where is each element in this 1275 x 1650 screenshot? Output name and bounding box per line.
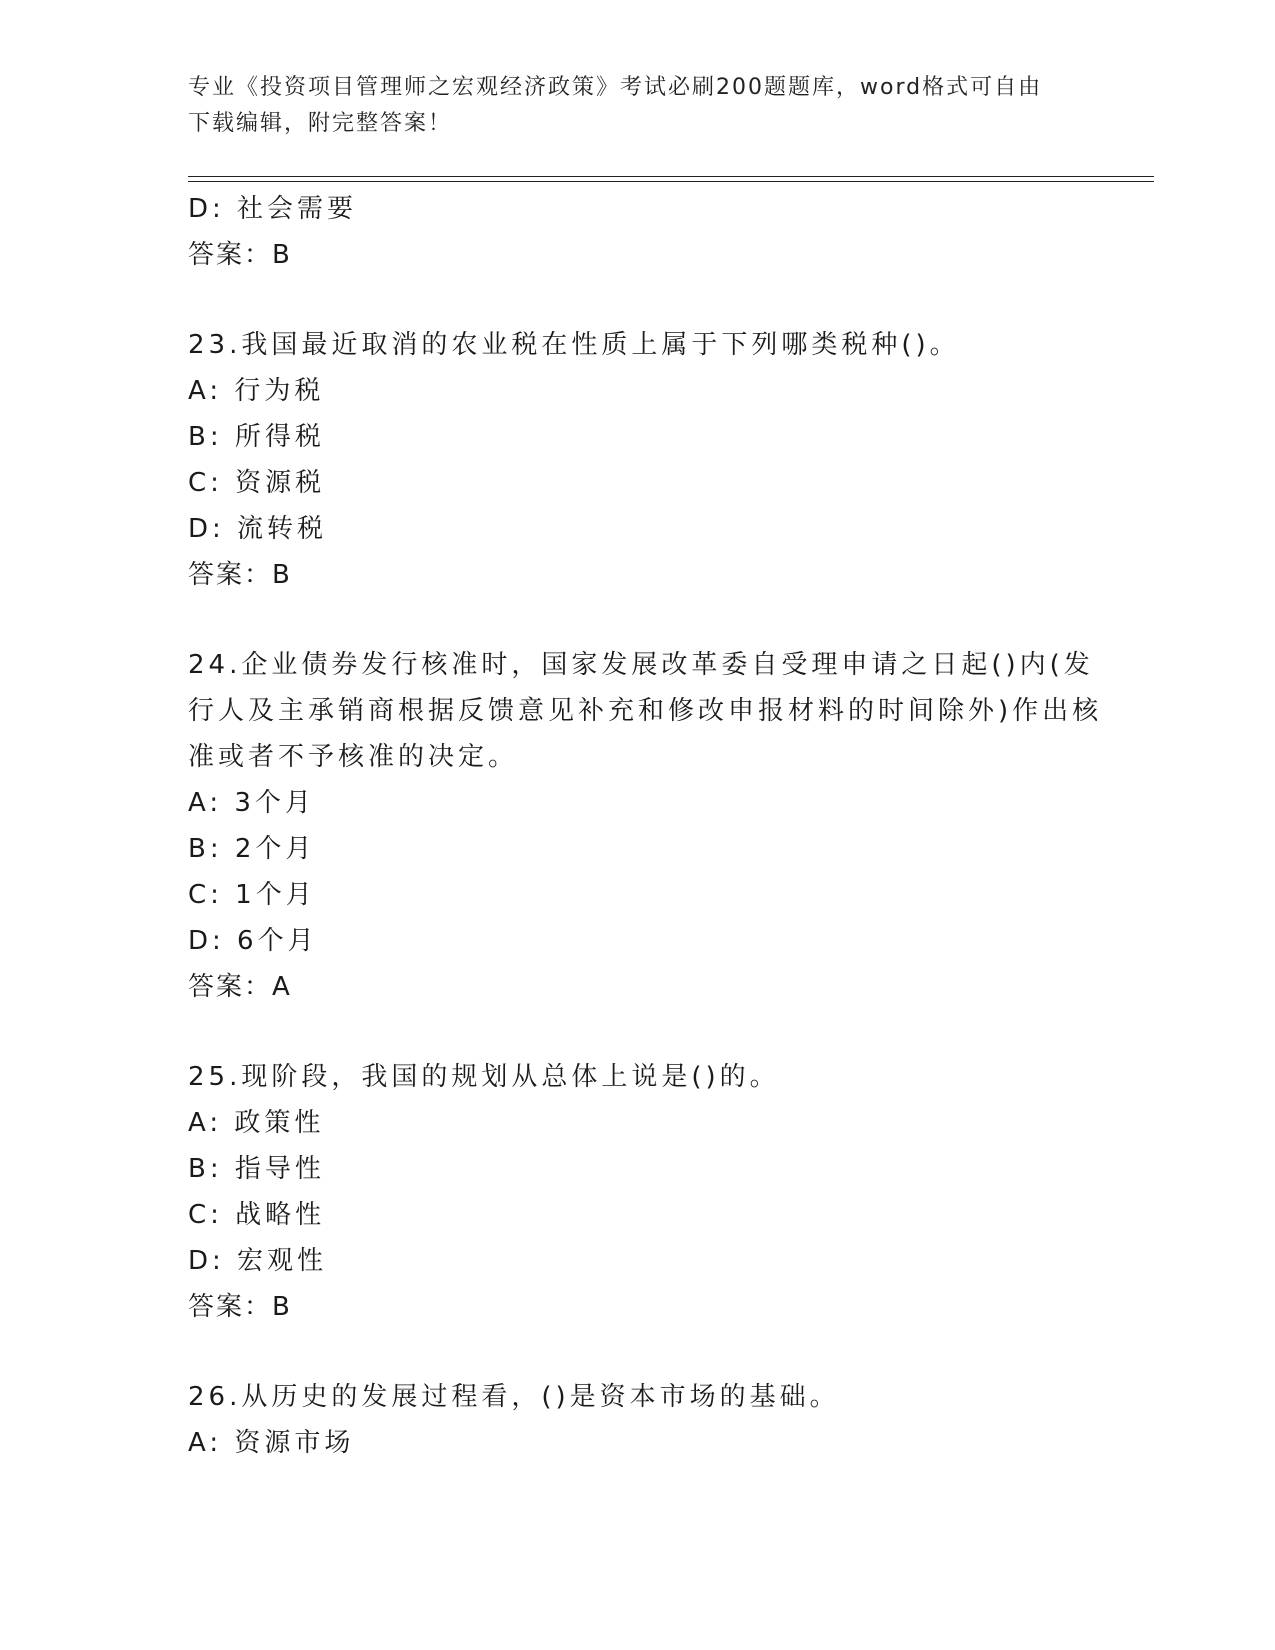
option-d: D: 6个月 (188, 926, 318, 956)
question-25 (188, 1054, 1088, 1330)
option-b: B: 2个月 (188, 834, 316, 864)
spacer (188, 598, 1088, 642)
header-line-2: 下载编辑，附完整答案！ (188, 111, 453, 136)
spacer (188, 1330, 1088, 1374)
question-stem: 23.我国最近取消的农业税在性质上属于下列哪类税种()。 (188, 330, 960, 360)
question-stem-line-1: 24.企业债券发行核准时，国家发展改革委自受理申请之日起()内(发 (188, 650, 1094, 680)
header-rule-bottom (188, 181, 1154, 182)
header-rule-top (188, 176, 1154, 177)
option-c: C: 1个月 (188, 880, 316, 910)
option-d: D: 社会需要 (188, 194, 358, 224)
option-b: B: 指导性 (188, 1154, 325, 1184)
question-stem-line-3: 准或者不予核准的决定。 (188, 742, 519, 772)
option-a: A: 行为税 (188, 376, 325, 406)
option-d: D: 流转税 (188, 514, 328, 544)
header-line-1: 专业《投资项目管理师之宏观经济政策》考试必刷200题题库，word格式可自由 (188, 75, 1043, 100)
option-a: A: 3个月 (188, 788, 315, 818)
answer: 答案：B (188, 560, 292, 590)
answer: 答案：A (188, 972, 292, 1002)
option-c: C: 资源税 (188, 468, 326, 498)
option-a: A: 资源市场 (188, 1428, 355, 1458)
option-b: B: 所得税 (188, 422, 325, 452)
option-d: D: 宏观性 (188, 1246, 328, 1276)
question-stem: 26.从历史的发展过程看，()是资本市场的基础。 (188, 1382, 840, 1412)
spacer (188, 1010, 1088, 1054)
answer: 答案：B (188, 1292, 292, 1322)
document-header (188, 70, 1088, 142)
question-stem: 25.现阶段，我国的规划从总体上说是()的。 (188, 1062, 780, 1092)
option-a: A: 政策性 (188, 1108, 325, 1138)
question-26 (188, 1374, 1088, 1466)
answer: 答案：B (188, 240, 292, 270)
document-body (188, 186, 1103, 1466)
question-23 (188, 322, 1088, 598)
spacer (188, 278, 1088, 322)
option-c: C: 战略性 (188, 1200, 326, 1230)
question-24 (188, 642, 1103, 1010)
question-stem-line-2: 行人及主承销商根据反馈意见补充和修改申报材料的时间除外)作出核 (188, 696, 1103, 726)
